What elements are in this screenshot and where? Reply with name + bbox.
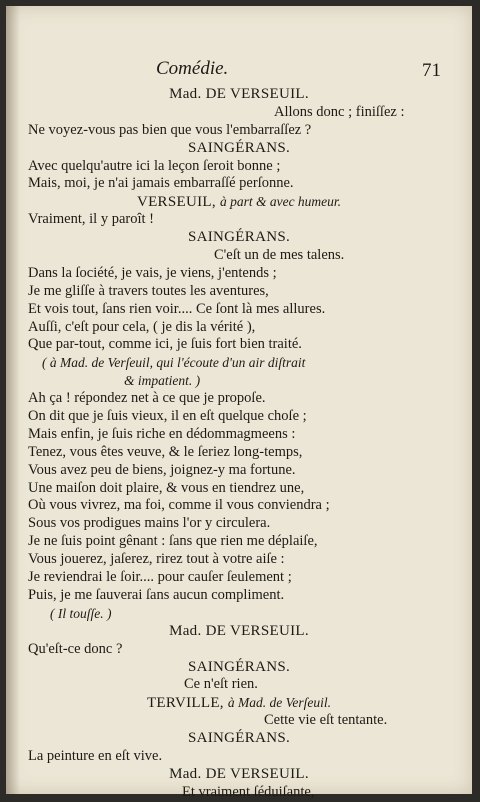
verse-line: Dans la ſociété, je vais, je viens, j'entends ; bbox=[28, 264, 277, 281]
verse-line: C'eſt un de mes talens. bbox=[214, 247, 345, 264]
verse-line: Et vois tout, ſans rien voir.... Ce ſont là mes allures. bbox=[28, 300, 326, 317]
verse-line: Je ne ſuis point gênant : ſans que rien me déplaiſe, bbox=[28, 533, 318, 550]
play-text bbox=[6, 86, 472, 802]
verse-line: Tenez, vous êtes veuve, & le ſeriez long-temps, bbox=[28, 443, 303, 460]
stage-direction: à Mad. de Verſeuil. bbox=[227, 695, 332, 711]
verse-line: La peinture en eſt vive. bbox=[28, 747, 163, 764]
running-title: Comédie. bbox=[156, 58, 229, 79]
speaker-with-direction: TERVILLE, à Mad. de Verſeuil. bbox=[146, 695, 332, 712]
verse-line: Allons donc ; finiſſez : bbox=[274, 103, 405, 120]
running-header bbox=[6, 58, 472, 84]
book-page bbox=[6, 6, 472, 800]
verse-line: Et vraiment ſéduiſante, bbox=[182, 783, 315, 800]
verse-line: Mais enfin, je ſuis riche en dédommagmeens : bbox=[28, 425, 296, 442]
stage-direction: à part & avec humeur. bbox=[219, 194, 342, 210]
verse-line: Je me gliſſe à travers toutes les aventures, bbox=[28, 282, 269, 299]
speaker-name: Mad. DE VERSEUIL. bbox=[169, 86, 309, 102]
speaker-name: SAINGÉRANS. bbox=[187, 658, 291, 675]
stage-direction: ( à Mad. de Verſeuil, qui l'écoute d'un air diſtrait bbox=[42, 355, 306, 371]
verse-line: Où vous vivrez, ma foi, comme il vous conviendra ; bbox=[28, 497, 330, 514]
speaker-name: SAINGÉRANS. bbox=[187, 139, 291, 156]
speaker-name: Mad. DE VERSEUIL. bbox=[169, 765, 309, 782]
verse-line: Cette vie eſt tentante. bbox=[264, 712, 388, 729]
verse-line: Que par-tout, comme ici, je ſuis fort bien traité. bbox=[28, 336, 302, 353]
verse-line: Avec quelqu'autre ici la leçon ſeroit bonne ; bbox=[28, 157, 281, 174]
page-number: 71 bbox=[422, 60, 441, 81]
verse-line: Auſſi, c'eſt pour cela, ( je dis la vérité ), bbox=[28, 318, 256, 335]
speaker-with-direction: VERSEUIL, à part & avec humeur. bbox=[136, 194, 342, 211]
verse-line: Qu'eſt-ce donc ? bbox=[28, 640, 123, 657]
verse-line: Ne voyez-vous pas bien que vous l'embarraſſez ? bbox=[28, 121, 312, 138]
speaker-name: SAINGÉRANS. bbox=[187, 730, 291, 747]
verse-line: Ce n'eſt rien. bbox=[184, 676, 258, 693]
stage-direction: & impatient. ) bbox=[124, 373, 201, 389]
verse-line: Vraiment, il y paroît ! bbox=[28, 211, 154, 228]
speaker-name: SAINGÉRANS. bbox=[187, 229, 291, 246]
verse-line: Mais, moi, je n'ai jamais embarraſſé perſonne. bbox=[28, 175, 294, 192]
verse-line: Vous jouerez, jaſerez, rirez tout à votre aiſe : bbox=[28, 551, 285, 568]
verse-line: Vous avez peu de biens, joignez-y ma fortune. bbox=[28, 461, 296, 478]
verse-line: Une maiſon doit plaire, & vous en tiendrez une, bbox=[28, 479, 305, 496]
verse-line: Je reviendrai le ſoir.... pour cauſer ſeulement ; bbox=[28, 569, 292, 586]
verse-line: On dit que je ſuis vieux, il en eſt quelque choſe ; bbox=[28, 408, 307, 425]
verse-line: Ah ça ! répondez net à ce que je propoſe. bbox=[28, 390, 266, 407]
verse-line: Sous vos prodigues mains l'or y circulera. bbox=[28, 515, 271, 532]
verse-line: Puis, je me ſauverai ſans aucun compliment. bbox=[28, 586, 285, 603]
stage-direction: ( Il touſſe. ) bbox=[50, 605, 112, 621]
speaker-name: Mad. DE VERSEUIL. bbox=[169, 622, 309, 639]
